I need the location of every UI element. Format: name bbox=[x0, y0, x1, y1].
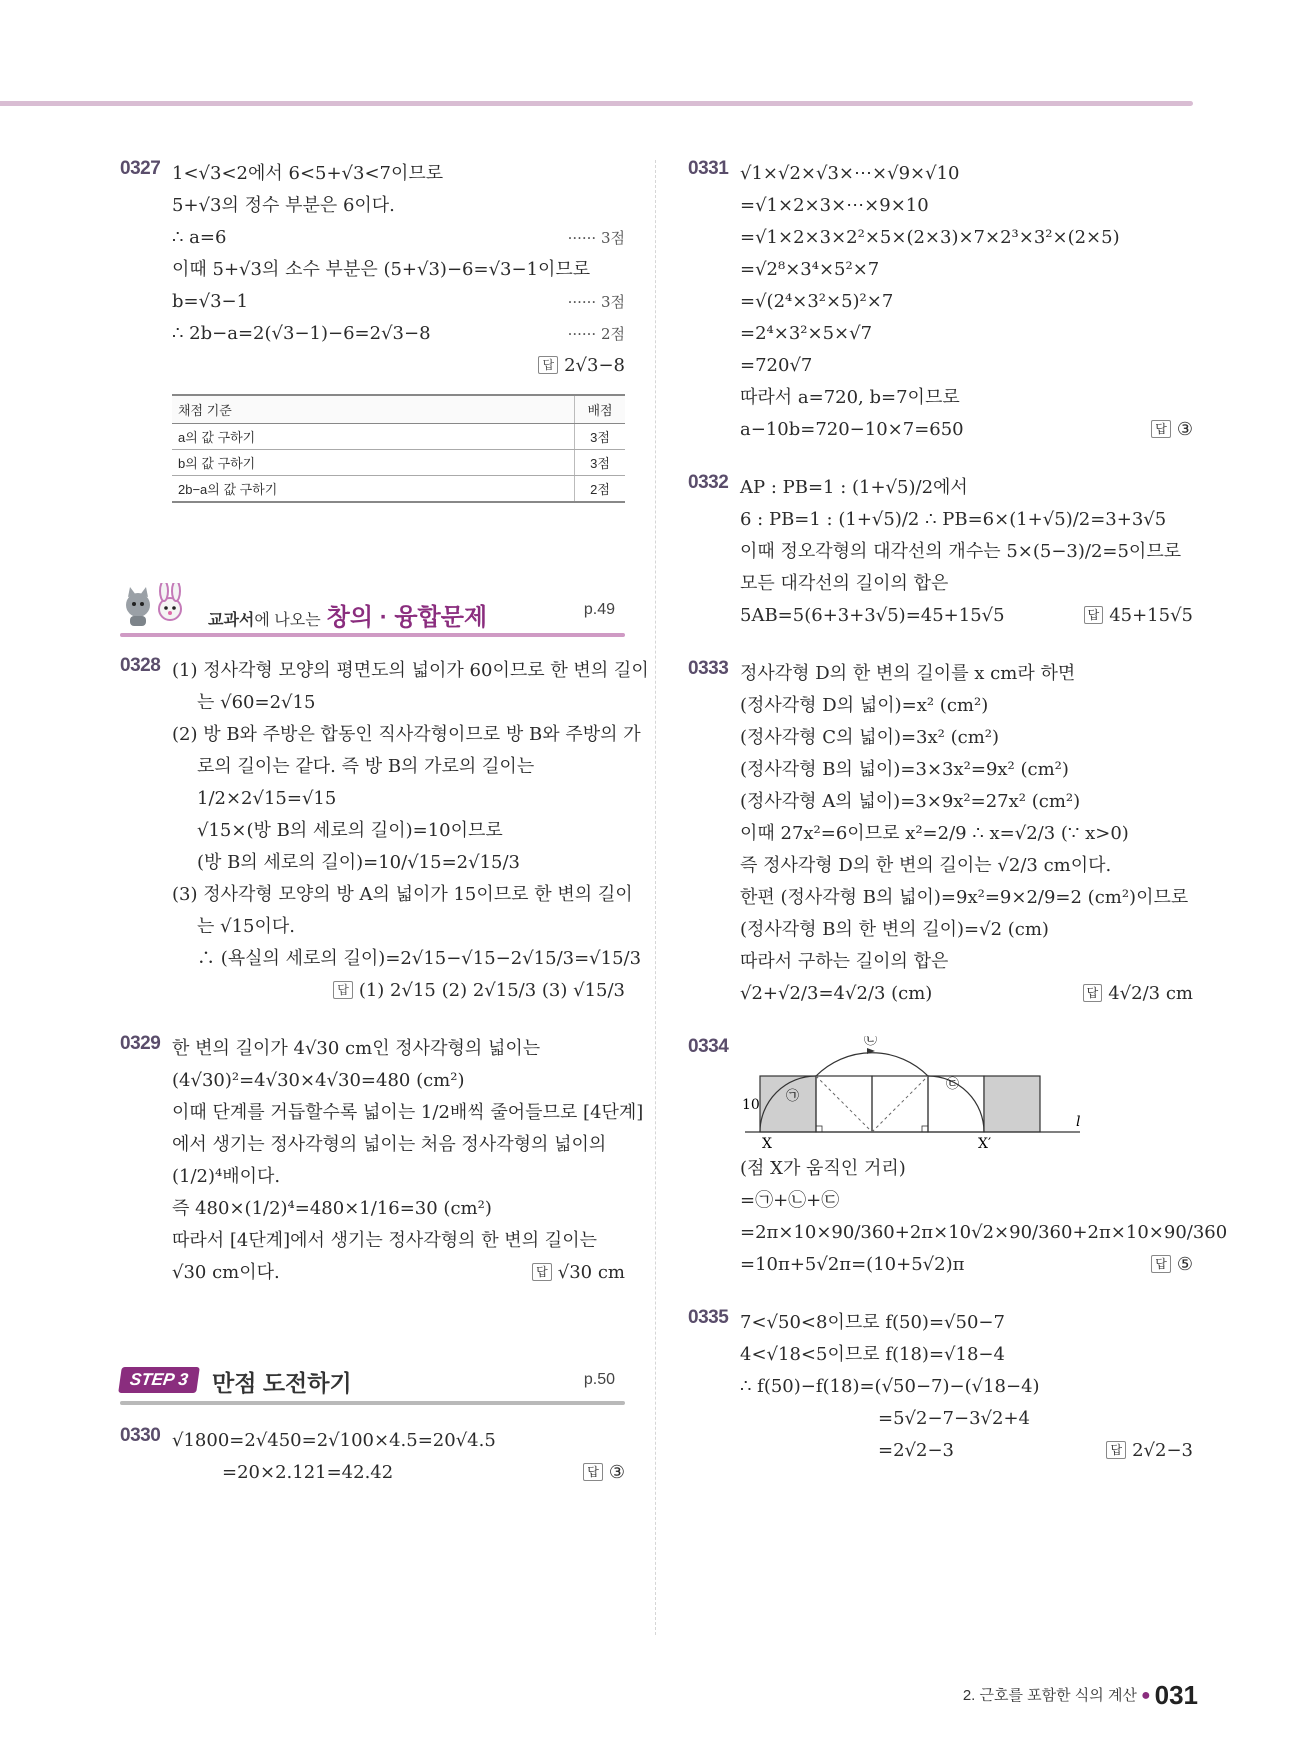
problem-number: 0331 bbox=[688, 158, 729, 179]
solution-line: (방 B의 세로의 길이)=10/√15=2√15/3 bbox=[197, 852, 521, 873]
solution-line: ∴ a=6 ······ 3점 bbox=[172, 222, 625, 254]
problem-0335 bbox=[688, 1307, 1193, 1467]
chapter-title: 2. 근호를 포함한 식의 계산 bbox=[962, 1687, 1137, 1704]
problem-0331 bbox=[688, 158, 1193, 446]
solution-line: 이때 단계를 거듭할수록 넓이는 1/2배씩 줄어들므로 [4단계] bbox=[172, 1102, 644, 1123]
solution-line: √15×(방 B의 세로의 길이)=10이므로 bbox=[197, 820, 503, 841]
solution-line: =5√2−7−3√2+4 bbox=[878, 1408, 1030, 1429]
solution-line: (정사각형 D의 넓이)=x² (cm²) bbox=[740, 695, 989, 716]
solution-line: =㉠+㉡+㉢ bbox=[740, 1190, 840, 1211]
problem-0329 bbox=[120, 1033, 644, 1289]
solution-line: (4√30)²=4√30×4√30=480 (cm²) bbox=[172, 1070, 465, 1091]
problem-number: 0330 bbox=[120, 1425, 161, 1446]
table-header: 채점 기준 bbox=[172, 395, 575, 424]
step-rule bbox=[120, 1401, 625, 1405]
solution-line: 1/2×2√15=√15 bbox=[197, 788, 337, 809]
page-footer bbox=[963, 1680, 1198, 1711]
solution-line: 한 변의 길이가 4√30 cm인 정사각형의 넓이는 bbox=[172, 1038, 541, 1059]
page-number: 031 bbox=[1154, 1680, 1198, 1710]
solution-line: 에서 생기는 정사각형의 넓이는 처음 정사각형의 넓이의 bbox=[172, 1134, 607, 1155]
answer: 답 2√2−3 bbox=[1106, 1435, 1193, 1467]
problem-number: 0327 bbox=[120, 158, 161, 179]
section-title: 교과서에 나오는 창의 · 융합문제 bbox=[208, 604, 488, 631]
solution-line: =√1×2×3×2²×5×(2×3)×7×2³×3²×(2×5) bbox=[740, 227, 1120, 248]
solution-line: (정사각형 C의 넓이)=3x² (cm²) bbox=[740, 727, 1000, 748]
answer-icon: 답 bbox=[1106, 1441, 1126, 1459]
solution-line: ∴ 2b−a=2(√3−1)−6=2√3−8 ······ 2점 bbox=[172, 318, 625, 350]
right-column bbox=[688, 158, 1228, 1493]
solution-line: =20×2.121=42.42 답 ③ bbox=[172, 1457, 625, 1489]
solution-line: AP : PB=1 : (1+√5)/2에서 bbox=[740, 477, 968, 498]
answer-icon: 답 bbox=[538, 356, 558, 374]
problem-number: 0329 bbox=[120, 1033, 161, 1054]
table-row: 2b−a의 값 구하기 2점 bbox=[172, 476, 625, 503]
solution-line: =√1×2×3×⋯×9×10 bbox=[740, 195, 929, 216]
section-rule bbox=[120, 633, 625, 637]
solution-line: 1<√3<2에서 6<5+√3<7이므로 bbox=[172, 163, 444, 184]
table-row: b의 값 구하기 3점 bbox=[172, 450, 625, 476]
solution-line: (점 X가 움직인 거리) bbox=[740, 1158, 906, 1179]
solution-line: 따라서 a=720, b=7이므로 bbox=[740, 387, 960, 408]
solution-line: =2⁴×3²×5×√7 bbox=[740, 323, 873, 344]
solution-line: 5+√3의 정수 부분은 6이다. bbox=[172, 195, 395, 216]
solution-line: 따라서 [4단계]에서 생기는 정사각형의 한 변의 길이는 bbox=[172, 1230, 597, 1251]
problem-0328 bbox=[120, 655, 649, 1007]
score-mark: ······ 3점 bbox=[567, 293, 625, 311]
answer-icon: 답 bbox=[333, 981, 353, 999]
solution-line: =2π×10×90/360+2π×10√2×90/360+2π×10×90/360 bbox=[740, 1222, 1228, 1243]
table-header: 배점 bbox=[575, 395, 626, 424]
answer: 답 ⑤ bbox=[1151, 1249, 1193, 1281]
solution-line: (1) 정사각형 모양의 평면도의 넓이가 60이므로 한 변의 길이 bbox=[172, 660, 649, 681]
problem-0334 bbox=[688, 1036, 1228, 1281]
arc-label: ㉡ bbox=[864, 1036, 878, 1048]
step-header bbox=[120, 1359, 625, 1411]
answer-icon: 답 bbox=[1084, 606, 1104, 624]
arc-label: ㉠ bbox=[786, 1089, 800, 1104]
section-header bbox=[120, 583, 625, 641]
answer: 답 √30 cm bbox=[532, 1257, 625, 1289]
column-divider bbox=[655, 160, 656, 1635]
answer-icon: 답 bbox=[532, 1263, 552, 1281]
table-row: a의 값 구하기 3점 bbox=[172, 424, 625, 450]
solution-line: =720√7 bbox=[740, 355, 813, 376]
answer: 답 ③ bbox=[1151, 414, 1193, 446]
solution-line: 6 : PB=1 : (1+√5)/2 ∴ PB=6×(1+√5)/2=3+3√5 bbox=[740, 509, 1167, 530]
solution-line: (2) 방 B와 주방은 합동인 직사각형이므로 방 B와 주방의 가 bbox=[172, 724, 641, 745]
answer-icon: 답 bbox=[1083, 984, 1103, 1002]
solution-line: (1/2)⁴배이다. bbox=[172, 1166, 281, 1187]
line-label: l bbox=[1076, 1114, 1081, 1130]
problem-0330 bbox=[120, 1425, 625, 1489]
solution-line: √1800=2√450=2√100×4.5=20√4.5 bbox=[172, 1430, 496, 1451]
score-mark: ······ 3점 bbox=[567, 229, 625, 247]
solution-line: =√(2⁴×3²×5)²×7 bbox=[740, 291, 894, 312]
solution-line: 이때 5+√3의 소수 부분은 (5+√3)−6=√3−1이므로 bbox=[172, 259, 591, 280]
step-title: 만점 도전하기 bbox=[212, 1370, 352, 1396]
solution-line: 정사각형 D의 한 변의 길이를 x cm라 하면 bbox=[740, 663, 1076, 684]
answer-icon: 답 bbox=[583, 1463, 603, 1481]
problem-0327 bbox=[120, 158, 625, 503]
answer: 답 ③ bbox=[583, 1457, 625, 1489]
solution-line: 이때 정오각형의 대각선의 개수는 5×(5−3)/2=5이므로 bbox=[740, 541, 1182, 562]
solution-line: √30 cm이다. 답 √30 cm bbox=[172, 1257, 625, 1289]
problem-number: 0332 bbox=[688, 472, 729, 493]
solution-line: 는 √15이다. bbox=[197, 916, 295, 937]
solution-line: 즉 정사각형 D의 한 변의 길이는 √2/3 cm이다. bbox=[740, 855, 1112, 876]
solution-line: 한편 (정사각형 B의 넓이)=9x²=9×2/9=2 (cm²)이므로 bbox=[740, 887, 1189, 908]
solution-line: 즉 480×(1/2)⁴=480×1/16=30 (cm²) bbox=[172, 1198, 492, 1219]
solution-line: 4<√18<5이므로 f(18)=√18−4 bbox=[740, 1344, 1005, 1365]
answer: 답 (1) 2√15 (2) 2√15/3 (3) √15/3 bbox=[172, 975, 625, 1007]
solution-line: 따라서 구하는 길이의 합은 bbox=[740, 951, 949, 972]
problem-0332 bbox=[688, 472, 1193, 632]
solution-line: √1×√2×√3×⋯×√9×√10 bbox=[740, 163, 960, 184]
top-rule bbox=[0, 101, 1193, 106]
scoring-table bbox=[172, 394, 625, 503]
solution-line: =√2⁸×3⁴×5²×7 bbox=[740, 259, 880, 280]
solution-line: 이때 27x²=6이므로 x²=2/9 ∴ x=√2/3 (∵ x>0) bbox=[740, 823, 1129, 844]
answer: 답 2√3−8 bbox=[172, 350, 625, 382]
problem-number: 0328 bbox=[120, 655, 161, 676]
solution-line: (3) 정사각형 모양의 방 A의 넓이가 15이므로 한 변의 길이 bbox=[172, 884, 633, 905]
solution-line: √2+√2/3=4√2/3 (cm) 답 4√2/3 cm bbox=[740, 978, 1193, 1010]
solution-line: 로의 길이는 같다. 즉 방 B의 가로의 길이는 bbox=[197, 756, 535, 777]
side-label: 10 bbox=[742, 1097, 760, 1113]
solution-line: =2√2−3 답 2√2−3 bbox=[740, 1435, 1193, 1467]
section-page-ref: p.49 bbox=[583, 601, 615, 618]
answer-icon: 답 bbox=[1151, 420, 1171, 438]
solution-line: ∴ (욕실의 세로의 길이)=2√15−√15−2√15/3=√15/3 bbox=[197, 948, 642, 969]
end-point-label: X′ bbox=[978, 1136, 992, 1148]
problem-number: 0333 bbox=[688, 658, 729, 679]
solution-line: (정사각형 A의 넓이)=3×9x²=27x² (cm²) bbox=[740, 791, 1081, 812]
answer: 답 4√2/3 cm bbox=[1083, 978, 1193, 1010]
solution-line: ∴ f(50)−f(18)=(√50−7)−(√18−4) bbox=[740, 1376, 1040, 1397]
solution-line: 7<√50<8이므로 f(50)=√50−7 bbox=[740, 1312, 1005, 1333]
solution-line: 는 √60=2√15 bbox=[197, 692, 316, 713]
left-column bbox=[120, 158, 649, 1515]
solution-line: 모든 대각선의 길이의 합은 bbox=[740, 573, 949, 594]
step-badge: STEP 3 bbox=[118, 1367, 200, 1393]
solution-line: (정사각형 B의 한 변의 길이)=√2 (cm) bbox=[740, 919, 1049, 940]
solution-line: 5AB=5(6+3+3√5)=45+15√5 답 45+15√5 bbox=[740, 600, 1193, 632]
score-mark: ······ 2점 bbox=[567, 325, 625, 343]
solution-line: (정사각형 B의 넓이)=3×3x²=9x² (cm²) bbox=[740, 759, 1069, 780]
answer-icon: 답 bbox=[1151, 1255, 1171, 1273]
bullet-icon: ● bbox=[1140, 1687, 1151, 1704]
mascot-icon bbox=[120, 583, 192, 629]
solution-line: b=√3−1 ······ 3점 bbox=[172, 286, 625, 318]
answer: 답 45+15√5 bbox=[1084, 600, 1193, 632]
step-page-ref: p.50 bbox=[583, 1371, 615, 1388]
solution-line: =10π+5√2π=(10+5√2)π 답 ⑤ bbox=[740, 1249, 1193, 1281]
problem-0333 bbox=[688, 658, 1193, 1010]
figure-svg bbox=[740, 1036, 1100, 1148]
arc-label: ㉢ bbox=[946, 1077, 960, 1092]
square-rolling-figure bbox=[740, 1036, 1193, 1153]
solution-line: a−10b=720−10×7=650 답 ③ bbox=[740, 414, 1193, 446]
start-point-label: X bbox=[762, 1136, 772, 1148]
problem-number: 0334 bbox=[688, 1036, 729, 1057]
problem-number: 0335 bbox=[688, 1307, 729, 1328]
